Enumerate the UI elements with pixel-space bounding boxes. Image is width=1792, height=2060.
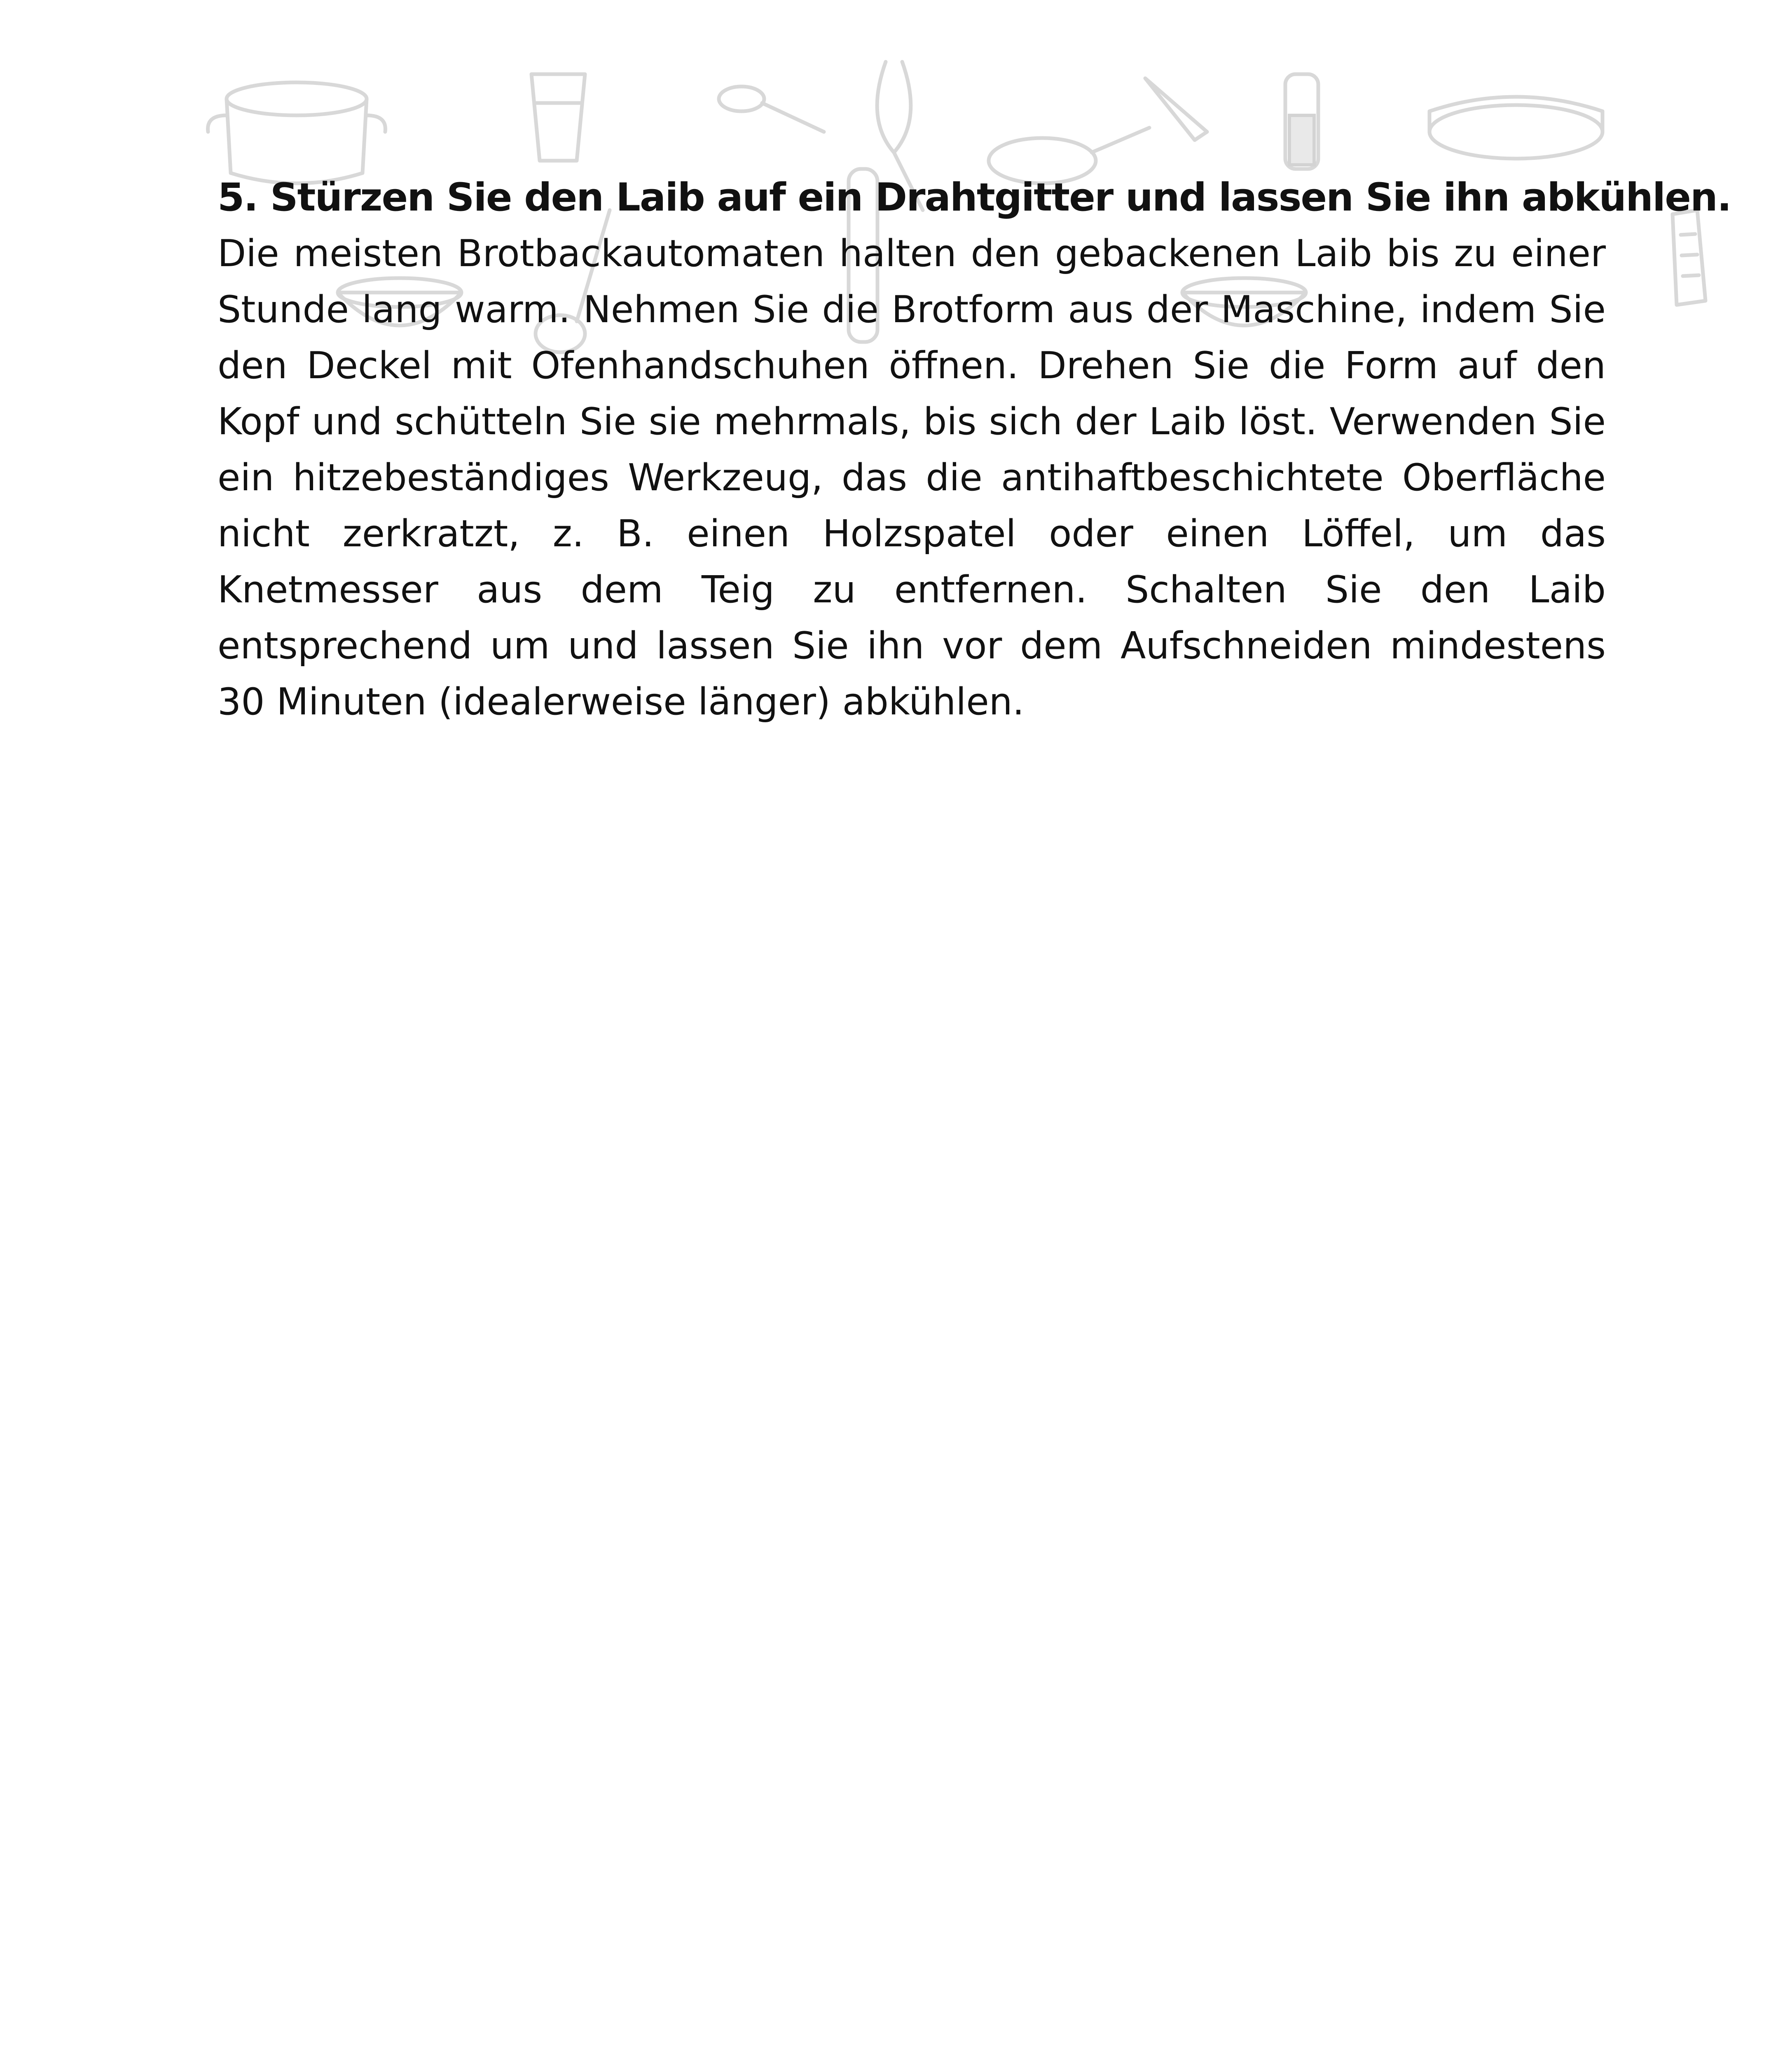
knife-icon (1145, 78, 1207, 140)
pepper-mill-icon (1285, 74, 1318, 169)
step-heading: 5. Stürzen Sie den Laib auf ein Drahtgitter und lassen Sie ihn abkühlen. (218, 175, 1731, 220)
instruction-step (218, 170, 1731, 730)
glass-icon (531, 74, 585, 161)
step-body-text: Die meisten Brotbackautomaten halten den gebackenen Laib bis zu einer Stunde lang warm. Nehmen Sie die Brotform aus der Maschine, indem Sie den Deckel mit Ofenhandschuhen öffnen. Drehen Sie die Form auf den Kopf und schütteln Sie sie mehrmals, bis sich der Laib löst. Verwenden Sie ein hitzebeständiges Werkzeug, das die antihaftbeschichtete Oberfläche nicht zerkratzt, z. B. einen Holzspatel oder einen Löffel, um das Knetmesser aus dem Teig zu entfernen. Schalten Sie den Laib entsprechend um und lassen Sie ihn vor dem Aufschneiden mindestens 30 Minuten (idealerweise länger) abkühlen. (218, 232, 1606, 723)
cooking-pot-icon (208, 82, 386, 183)
grater-icon (1673, 210, 1705, 305)
spoon-icon (719, 87, 824, 132)
cake-ring-icon (1429, 97, 1603, 159)
